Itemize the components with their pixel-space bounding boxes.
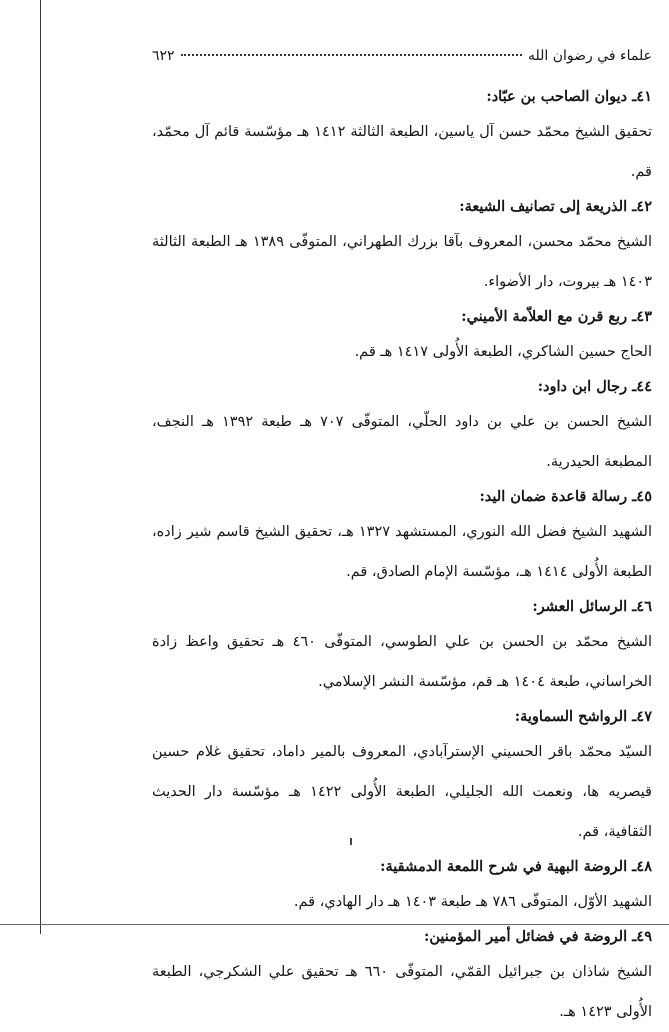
running-title: علماء في رضوان الله	[528, 48, 652, 64]
bibliography-entry	[152, 852, 652, 922]
bibliography-entry	[152, 372, 652, 482]
dot-leader	[181, 54, 522, 56]
entry-title: ٤٣ـ ربع قرن مع العلاّمة الأميني:	[461, 308, 652, 325]
entry-detail: تحقيق الشيخ محمّد حسن آل ياسين، الطبعة الثالثة ١٤١٢ هـ مؤسّسة قائم آل محمّد، قم.	[152, 124, 652, 180]
entry-title: ٤٤ـ رجال ابن داود:	[537, 378, 652, 395]
running-header	[152, 48, 652, 70]
entry-title: ٤٧ـ الرواشح السماوية:	[514, 708, 652, 725]
entry-title: ٤٢ـ الذريعة إلى تصانيف الشيعة:	[459, 198, 652, 215]
entry-detail: الشيخ الحسن بن علي بن داود الحلّي، المتوفّى ٧٠٧ هـ طبعة ١٣٩٢ هـ النجف، المطبعة الحيدرية.	[152, 414, 653, 470]
entry-detail: السيّد محمّد باقر الحسيني الإسترآبادي، المعروف بالمير داماد، تحقيق غلام حسين قيصريه ها، ونعمت الله الجليلي، الطبعة الأُولى ١٤٢٢ هـ مؤسّسة دار الحديث الثقافية، قم.	[152, 744, 652, 840]
page-number: ٦٢٢	[152, 48, 175, 64]
entry-detail: الشهيد الأوّل، المتوفّى ٧٨٦ هـ طبعة ١٤٠٣ هـ دار الهادي، قم.	[293, 894, 652, 910]
entry-title: ٤١ـ ديوان الصاحب بن عبّاد:	[486, 88, 652, 105]
entry-title: ٤٥ـ رسالة قاعدة ضمان اليد:	[479, 488, 652, 505]
bibliography-entry	[152, 482, 652, 592]
entry-title: ٤٨ـ الروضة البهية في شرح اللمعة الدمشقية:	[380, 858, 652, 875]
stray-ink-mark	[350, 838, 352, 845]
entry-detail: الشهيد الشيخ فضل الله النوري، المستشهد ١٣٢٧ هـ، تحقيق الشيخ قاسم شير زاده، الطبعة الأُولى ١٤١٤ هـ، مؤسّسة الإمام الصادق، قم.	[152, 524, 652, 580]
entry-detail: الحاج حسين الشاكري، الطبعة الأُولى ١٤١٧ هـ قم.	[354, 344, 652, 360]
bibliography-entry	[152, 592, 652, 702]
entry-detail: الشيخ شاذان بن جبرائيل القمّي، المتوفّى ٦٦٠ هـ تحقيق علي الشكرجي، الطبعة الأُولى ١٤٢٣ هـ.	[152, 964, 652, 1020]
entry-detail: الشيخ محمّد بن الحسن بن علي الطوسي، المتوفّى ٤٦٠ هـ تحقيق واعظ زادة الخراساني، طبعة ١٤٠٤ هـ قم، مؤسّسة النشر الإسلامي.	[152, 634, 652, 690]
entry-detail: الشيخ محمّد محسن، المعروف بآقا بزرك الطهراني، المتوفّى ١٣٨٩ هـ الطبعة الثالثة ١٤٠٣ هـ بيروت، دار الأضواء.	[152, 234, 653, 290]
entry-title: ٤٦ـ الرسائل العشر:	[532, 598, 652, 615]
bibliography-entry	[152, 302, 652, 372]
bibliography-entry	[152, 922, 652, 1032]
bibliography-entry	[152, 192, 652, 302]
entry-title: ٤٩ـ الروضة في فضائل أمير المؤمنين:	[424, 928, 652, 945]
bibliography-entry	[152, 702, 652, 852]
page-edge-left	[40, 0, 41, 934]
bibliography-entry	[152, 82, 652, 192]
bibliography-list	[152, 82, 652, 1032]
